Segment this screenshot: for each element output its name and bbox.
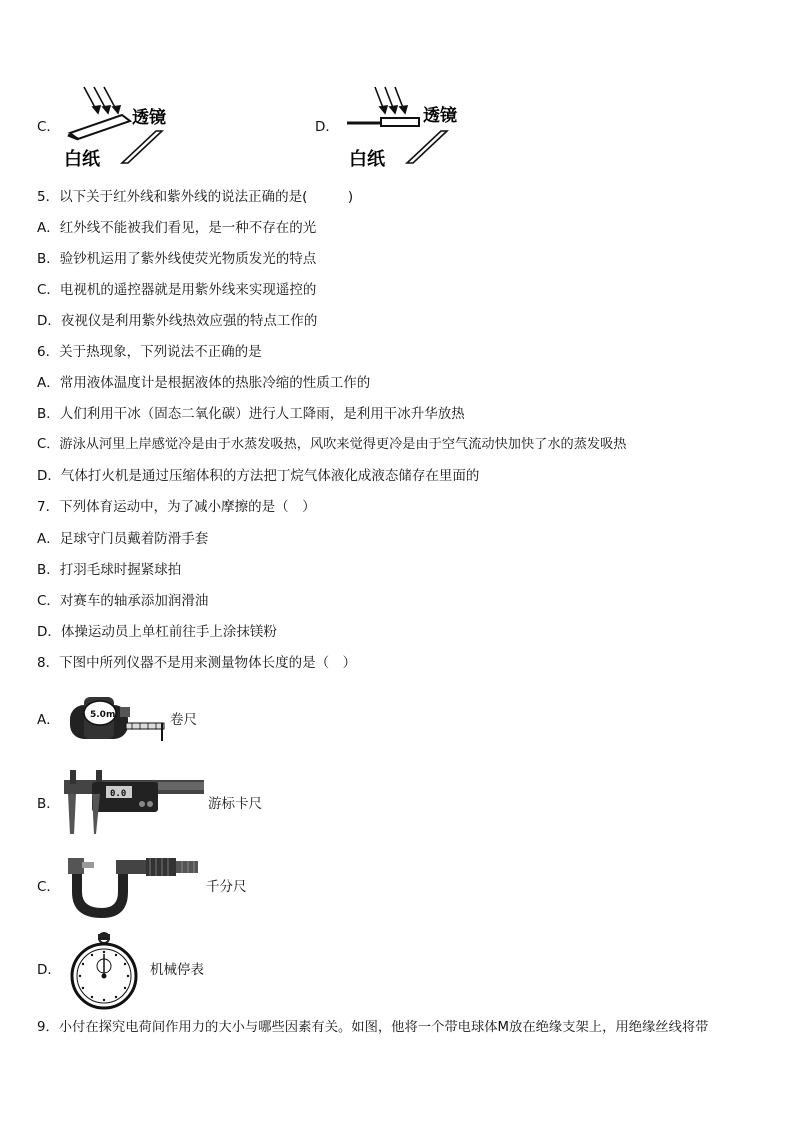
question-8-stem: 8．下图中所列仪器不是用来测量物体长度的是（ ）: [37, 655, 357, 671]
question-8-option-c-letter: C．: [37, 879, 60, 895]
stopwatch-icon: [64, 932, 146, 1008]
question-7-option-d: D．体操运动员上单杠前往手上涂抹镁粉: [37, 624, 277, 640]
lens-label: 透镜: [423, 106, 457, 126]
question-5-option-b: B．验钞机运用了紫外线使荧光物质发光的特点: [37, 251, 317, 267]
lens-figure-d: [345, 85, 525, 180]
lens-figure-c: [60, 85, 240, 180]
tape-measure-icon: [68, 693, 168, 749]
micrometer-icon: [62, 852, 207, 922]
question-8-option-c-label: 千分尺: [206, 879, 247, 895]
caliper-display: 0.0: [110, 789, 127, 799]
question-5-option-a: A．红外线不能被我们看见，是一种不存在的光: [37, 220, 317, 236]
paper-label: 白纸: [64, 149, 100, 170]
vernier-caliper-icon: [62, 768, 207, 840]
question-6-option-a: A．常用液体温度计是根据液体的热胀冷缩的性质工作的: [37, 375, 371, 391]
question-7-option-a: A．足球守门员戴着防滑手套: [37, 531, 209, 547]
question-5-option-c: C．电视机的遥控器就是用紫外线来实现遥控的: [37, 282, 317, 298]
question-8-option-a-label: 卷尺: [170, 712, 197, 728]
option-d-letter: D．: [315, 119, 339, 135]
question-7-stem: 7．下列体育运动中，为了减小摩擦的是（ ）: [37, 499, 316, 515]
question-8-option-d-label: 机械停表: [150, 962, 204, 978]
question-5-option-d: D．夜视仪是利用紫外线热效应强的特点工作的: [37, 313, 318, 329]
question-6-stem: 6．关于热现象，下列说法不正确的是: [37, 344, 262, 360]
question-9-stem: 9．小付在探究电荷间作用力的大小与哪些因素有关。如图，他将一个带电球体M放在绝缘支架上，用绝缘丝线将带: [37, 1020, 709, 1035]
question-8-option-d-letter: D．: [37, 962, 61, 978]
question-6-option-b: B．人们利用干冰（固态二氧化碳）进行人工降雨，是利用干冰升华放热: [37, 406, 465, 422]
question-8-option-b-label: 游标卡尺: [208, 796, 262, 812]
question-8-option-b-letter: B．: [37, 796, 60, 812]
paper-label: 白纸: [349, 149, 385, 170]
lens-label: 透镜: [132, 108, 166, 128]
option-c-letter: C．: [37, 119, 60, 135]
question-8-option-a-letter: A．: [37, 712, 60, 728]
question-7-option-b: B．打羽毛球时握紧球拍: [37, 562, 182, 578]
question-7-option-c: C．对赛车的轴承添加润滑油: [37, 593, 209, 609]
question-6-option-d: D．气体打火机是通过压缩体积的方法把丁烷气体液化成液态储存在里面的: [37, 468, 480, 484]
tape-text: 5.0m: [90, 710, 116, 720]
question-6-option-c: C．游泳从河里上岸感觉冷是由于水蒸发吸热，风吹来觉得更冷是由于空气流动快加快了水的蒸发吸热: [37, 437, 627, 452]
question-5-stem: 5．以下关于红外线和紫外线的说法正确的是( ): [37, 189, 354, 205]
